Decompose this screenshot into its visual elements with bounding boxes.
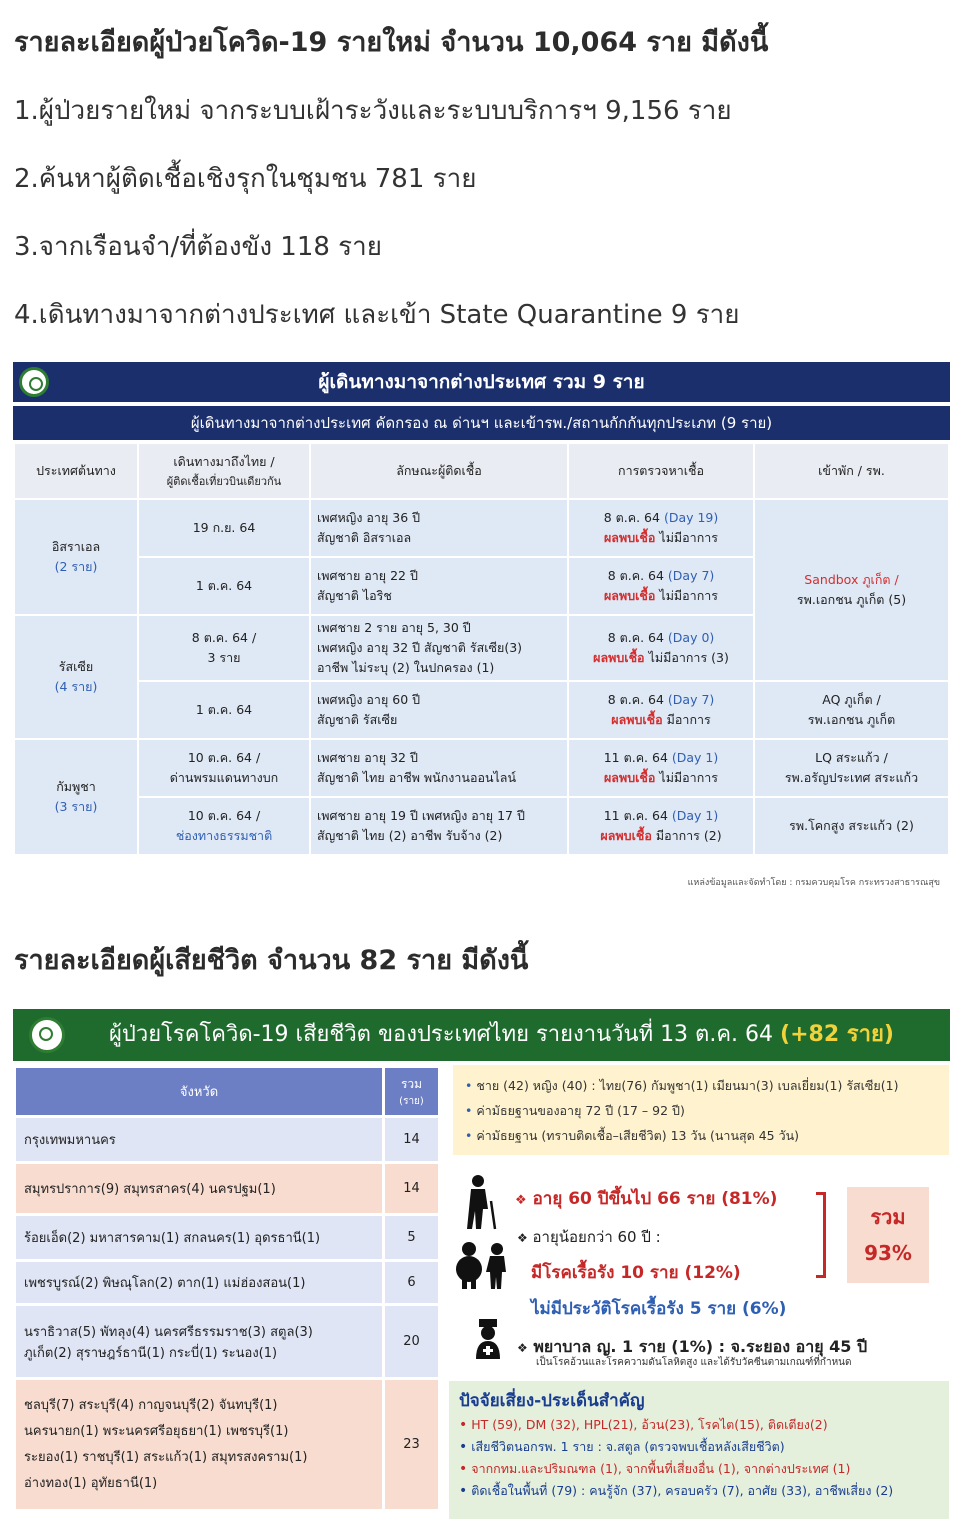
desc-cell: เพศชาย อายุ 22 ปี สัญชาติ ไอริช: [310, 557, 568, 615]
arrival-cell: 19 ก.ย. 64: [138, 499, 310, 557]
province-table: [13, 1065, 441, 1512]
arrival-cell: 8 ต.ค. 64 / 3 ราย: [138, 615, 310, 681]
risk-title: ปัจจัยเสี่ยง-ประเด็นสำคัญ: [459, 1391, 645, 1411]
list-item: • ค่ามัธยฐานของอายุ 72 ปี (17 – 92 ปี): [465, 1103, 685, 1118]
nurse-case: ❖ พยาบาล ญ. 1 ราย (1%) : จ.ระยอง อายุ 45 ปี: [517, 1337, 868, 1356]
age-60-plus: ❖ อายุ 60 ปีขึ้นไป 66 ราย (81%): [515, 1189, 778, 1209]
test-cell: 8 ต.ค. 64 (Day 0) ผลพบเชื้อ ไม่มีอาการ (3): [568, 615, 754, 681]
stay-cell: LQ สระแก้ว / รพ.อรัญประเทศ สระแก้ว: [754, 739, 949, 797]
desc-cell: เพศชาย อายุ 19 ปี เพศหญิง อายุ 17 ปี สัญชาติ ไทย (2) อาชีพ รับจ้าง (2): [310, 797, 568, 855]
travel-title: ผู้เดินทางมาจากต่างประเทศ รวม 9 ราย: [13, 362, 950, 402]
test-cell: 11 ต.ค. 64 (Day 1) ผลพบเชื้อ มีอาการ (2): [568, 797, 754, 855]
moph-logo-icon: [29, 1017, 65, 1053]
table-row: ชลบุรี(7) สระบุรี(4) กาญจนบุรี(2) จันทบุรี(1) นครนายก(1) พระนครศรีอยุธยา(1) เพชรบุรี(1) ระยอง(1) ราชบุรี(1) สระแก้ว(1) สมุทรสงคราม(1) อ่างทอง(1) อุทัยธานี(1) 23: [15, 1379, 440, 1511]
desc-cell: เพศชาย 2 ราย อายุ 5, 30 ปี เพศหญิง อายุ 32 ปี สัญชาติ รัสเซีย(3) อาชีพ ไม่ระบุ (2) ในปกครอง (1): [310, 615, 568, 681]
deaths-heading: รายละเอียดผู้เสียชีวิต จำนวน 82 ราย มีดังนี้: [14, 945, 529, 976]
country-russia: รัสเซีย (4 ราย): [14, 615, 138, 739]
test-cell: 8 ต.ค. 64 (Day 7) ผลพบเชื้อ ไม่มีอาการ: [568, 557, 754, 615]
total-percentage-box: รวม 93%: [847, 1187, 929, 1283]
new-cases-item-4: 4.เดินทางมาจากต่างประเทศ และเข้า State Quarantine 9 ราย: [14, 300, 740, 330]
arrival-cell: 10 ต.ค. 64 / ด่านพรมแดนทางบก: [138, 739, 310, 797]
chronic-disease: มีโรคเรื้อรัง 10 ราย (12%): [531, 1263, 741, 1283]
country-israel: อิสราเอล (2 ราย): [14, 499, 138, 615]
table-row: [14, 739, 949, 797]
table-row: เพชรบูรณ์(2) พิษณุโลก(2) ตาก(1) แม่ฮ่องสอน(1) 6: [15, 1261, 440, 1305]
desc-cell: เพศหญิง อายุ 60 ปี สัญชาติ รัสเซีย: [310, 681, 568, 739]
new-cases-heading: รายละเอียดผู้ป่วยโควิด-19 รายใหม่ จำนวน 10,064 ราย มีดังนี้: [14, 27, 769, 58]
summary-bullets: [453, 1065, 949, 1155]
country-cambodia: กัมพูชา (3 ราย): [14, 739, 138, 855]
new-cases-item-1: 1.ผู้ป่วยรายใหม่ จากระบบเฝ้าระวังและระบบบริการฯ 9,156 ราย: [14, 96, 732, 126]
list-item: • ติดเชื้อในพื้นที่ (79) : คนรู้จัก (37), ครอบครัว (7), อาศัย (33), อาชีพเสี่ยง (2): [459, 1483, 894, 1499]
new-cases-item-3: 3.จากเรือนจำ/ที่ต้องขัง 118 ราย: [14, 232, 382, 262]
desc-cell: เพศหญิง อายุ 36 ปี สัญชาติ อิสราเอล: [310, 499, 568, 557]
new-cases-item-2: 2.ค้นหาผู้ติดเชื้อเชิงรุกในชุมชน 781 ราย: [14, 164, 477, 194]
stay-cell: Sandbox ภูเก็ต / รพ.เอกชน ภูเก็ต (5): [754, 499, 949, 681]
moph-logo-icon: [19, 367, 49, 397]
table-row: นราธิวาส(5) พัทลุง(4) นครศรีธรรมราช(3) สตูล(3) ภูเก็ต(2) สุราษฎร์ธานี(1) กระบี่(1) ระนอง(1) 20: [15, 1305, 440, 1379]
stay-cell: รพ.โคกสูง สระแก้ว (2): [754, 797, 949, 855]
arrival-cell: 1 ต.ค. 64: [138, 681, 310, 739]
list-item: • เสียชีวิตนอกรพ. 1 ราย : จ.สตูล (ตรวจพบเชื้อหลังเสียชีวิต): [459, 1439, 785, 1455]
travel-subtitle: ผู้เดินทางมาจากต่างประเทศ คัดกรอง ณ ด่านฯ และเข้ารพ./สถานกักกันทุกประเภท (9 ราย): [13, 406, 950, 440]
table-row: [14, 681, 949, 739]
bracket: [816, 1192, 826, 1278]
nurse-note: เป็นโรคอ้วนและโรคความดันโลหิตสูง และได้รับวัคซีนตามเกณฑ์ที่กำหนด: [536, 1357, 852, 1368]
table-row: [14, 499, 949, 557]
deaths-infographic: [13, 1009, 950, 1521]
risk-factors-box: [449, 1381, 949, 1519]
col-total: รวม (ราย): [384, 1067, 440, 1117]
desc-cell: เพศชาย อายุ 32 ปี สัญชาติ ไทย อาชีพ พนักงานออนไลน์: [310, 739, 568, 797]
table-row: สมุทรปราการ(9) สมุทรสาคร(4) นครปฐม(1) 14: [15, 1163, 440, 1215]
list-item: • HT (59), DM (32), HPL(21), อ้วน(23), โรคไต(15), ติดเตียง(2): [459, 1417, 828, 1433]
nurse-icon: [473, 1319, 503, 1359]
no-chronic-disease: ไม่มีประวัติโรคเรื้อรัง 5 ราย (6%): [531, 1299, 787, 1319]
travel-table: [13, 442, 950, 856]
table-row: ร้อยเอ็ด(2) มหาสารคาม(1) สกลนคร(1) อุดรธานี(1) 5: [15, 1215, 440, 1261]
travel-table-header: [14, 443, 949, 499]
test-cell: 11 ต.ค. 64 (Day 1) ผลพบเชื้อ ไม่มีอาการ: [568, 739, 754, 797]
arrival-cell: 1 ต.ค. 64: [138, 557, 310, 615]
stay-cell: AQ ภูเก็ต / รพ.เอกชน ภูเก็ต: [754, 681, 949, 739]
deaths-title: ผู้ป่วยโรคโควิด-19 เสียชีวิต ของประเทศไทย รายงานวันที่ 13 ต.ค. 64 (+82 ราย): [13, 1009, 950, 1061]
table-row: [14, 797, 949, 855]
col-test: การตรวจหาเชื้อ: [568, 443, 754, 499]
test-cell: 8 ต.ค. 64 (Day 19) ผลพบเชื้อ ไม่มีอาการ: [568, 499, 754, 557]
province-table-header: [15, 1067, 440, 1117]
list-item: • ชาย (42) หญิง (40) : ไทย(76) กัมพูชา(1) เมียนมา(3) เบลเยี่ยม(1) รัสเซีย(1): [465, 1078, 899, 1093]
col-arrival: เดินทางมาถึงไทย / ผู้ติดเชื้อเที่ยวบินเดียวกัน: [138, 443, 310, 499]
col-stay: เข้าพัก / รพ.: [754, 443, 949, 499]
col-origin: ประเทศต้นทาง: [14, 443, 138, 499]
list-item: • จากกทม.และปริมณฑล (1), จากพื้นที่เสี่ยงอื่น (1), จากต่างประเทศ (1): [459, 1461, 851, 1477]
elderly-person-icon: [461, 1173, 501, 1231]
travel-source: แหล่งข้อมูลและจัดทำโดย : กรมควบคุมโรค กระทรวงสาธารณสุข: [687, 878, 940, 888]
travel-infographic: [13, 362, 950, 889]
col-province: จังหวัด: [15, 1067, 384, 1117]
test-cell: 8 ต.ค. 64 (Day 7) ผลพบเชื้อ มีอาการ: [568, 681, 754, 739]
arrival-cell: 10 ต.ค. 64 / ช่องทางธรรมชาติ: [138, 797, 310, 855]
age-under-60: ❖ อายุน้อยกว่า 60 ปี :: [517, 1228, 661, 1246]
table-row: กรุงเทพมหานคร 14: [15, 1117, 440, 1163]
col-description: ลักษณะผู้ติดเชื้อ: [310, 443, 568, 499]
list-item: • ค่ามัธยฐาน (ทราบติดเชื้อ–เสียชีวิต) 13 วัน (นานสุด 45 วัน): [465, 1128, 800, 1143]
family-icon: [453, 1241, 513, 1289]
